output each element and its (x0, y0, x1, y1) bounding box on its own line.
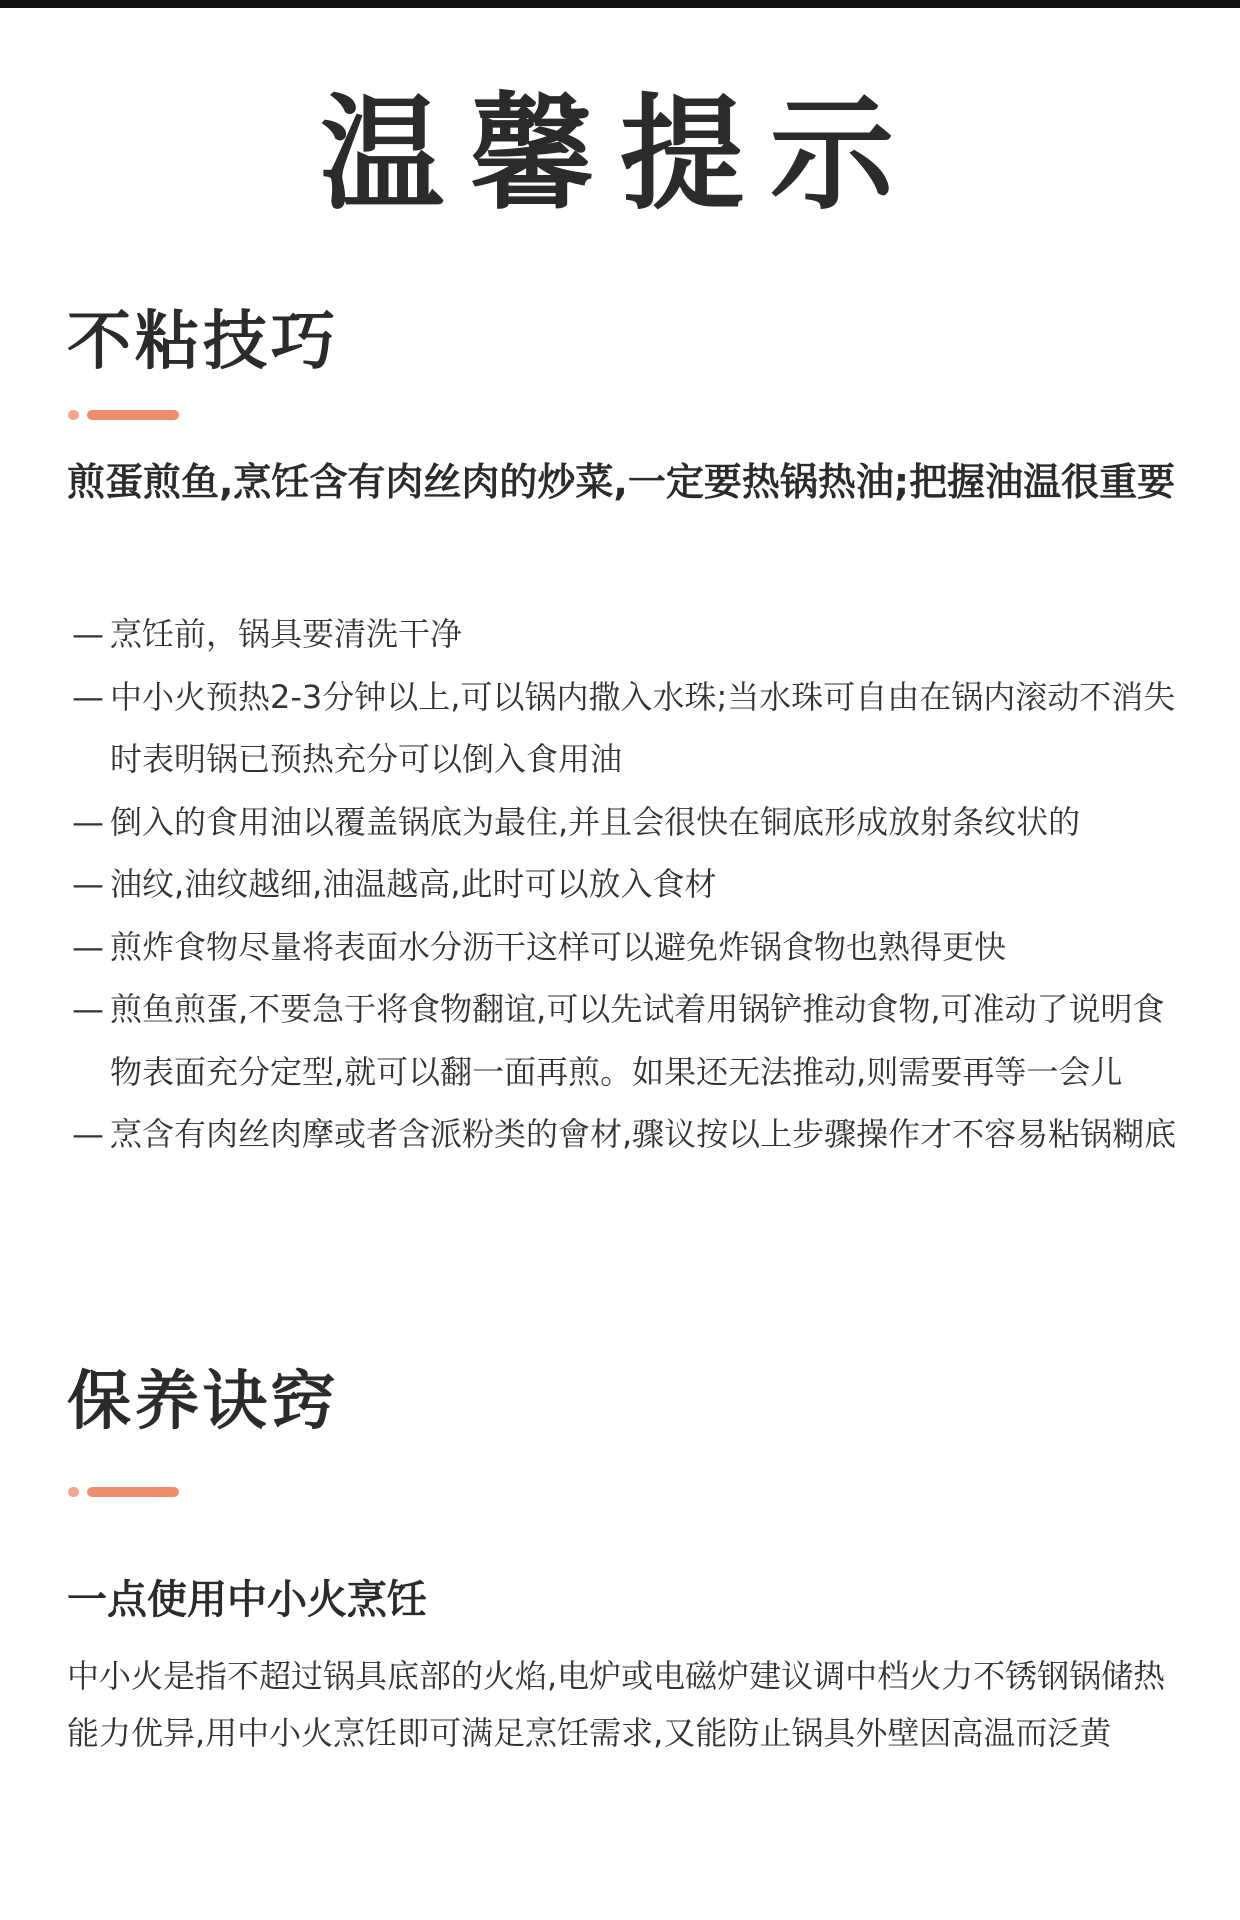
top-border (0, 0, 1240, 8)
subsection-paragraph: 中小火是指不超过锅具底部的火焰,电炉或电磁炉建议调中档火力不锈钢锅储热能力优异,用中小火烹饪即可满足烹饪需求,又能防止锅具外壁因高温而泛黄 (67, 1657, 1166, 1752)
dash-marker: — (72, 927, 104, 966)
list-item-text: 烹含有肉丝肉摩或者含派粉类的會材,骤议按以上步骤操作才不容易粘锅糊底 (110, 1115, 1177, 1153)
list-item-text: 油纹,油纹越细,油温越高,此时可以放入食材 (110, 865, 717, 903)
page-title: 温馨提示 (319, 83, 920, 227)
list-item-text: 倒入的食用油以覆盖锅底为最住,并且会很快在铜底形成放射条纹状的 (110, 802, 1081, 841)
accent-line (87, 1487, 179, 1497)
dash-marker: — (72, 1115, 104, 1153)
accent-line (87, 410, 179, 420)
list-item-text: 煎鱼煎蛋,不要急于将食物翻谊,可以先试着用锅铲推动食物,可准动了说明食物表面充分定型,就可以翻一面再煎。如果还无法推动,则需要再等一会儿 (110, 990, 1165, 1091)
list-item (72, 666, 1182, 791)
subsection-title: 一点使用中小火烹饪 (67, 1577, 427, 1623)
accent-dot (68, 1487, 79, 1497)
list-item (72, 978, 1182, 1103)
list-item (72, 853, 1182, 916)
accent-dot (68, 410, 79, 420)
dash-marker: — (72, 865, 104, 903)
dash-marker: — (72, 990, 104, 1028)
dash-marker: — (72, 615, 104, 653)
section-title-nonstick: 不粘技巧 (67, 305, 339, 379)
section-title-maintenance: 保养诀窍 (67, 1365, 339, 1439)
list-item-text: 烹饪前，锅具要清洗干净 (110, 615, 463, 653)
dash-marker: — (72, 677, 104, 716)
list-item-text: 煎炸食物尽量将表面水分沥干这样可以避免炸锅食物也熟得更快 (110, 927, 1007, 966)
list-item-text: 中小火预热2-3分钟以上,可以锅内撒入水珠;当水珠可自由在锅内滚动不消失时表明锅已预热充分可以倒入食用油 (110, 677, 1176, 778)
dash-marker: — (72, 802, 104, 841)
section-lead-text: 煎蛋煎鱼,烹饪含有肉丝肉的炒菜,一定要热锅热油;把握油温很重要 (67, 460, 1176, 504)
list-item (72, 1103, 1182, 1166)
list-item (72, 916, 1182, 979)
list-item (72, 791, 1182, 854)
tips-list (72, 603, 1182, 1166)
list-item (72, 603, 1182, 666)
